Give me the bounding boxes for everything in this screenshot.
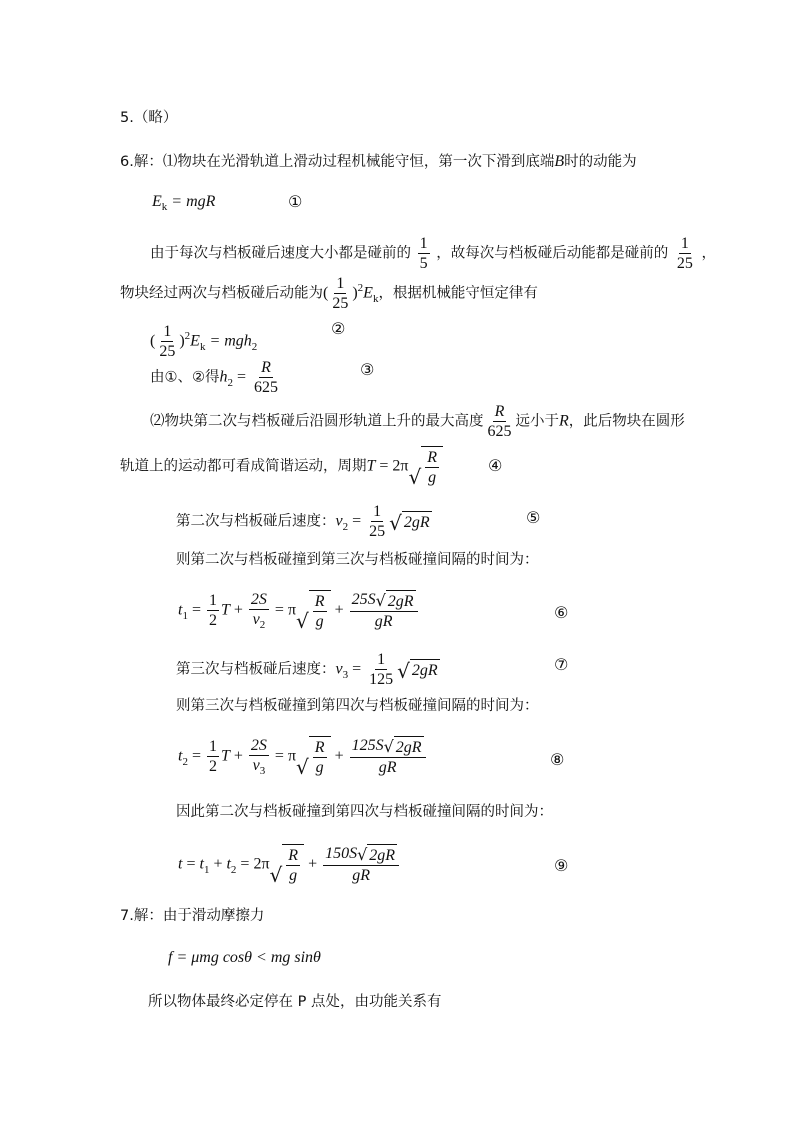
equation-marker-3: ③ [360, 360, 375, 379]
equation-marker-7: ⑦ [554, 655, 569, 674]
equation-energy-height: ( $\frac{1}{25}$ )$^2E_k = mgh_2$ [150, 323, 258, 360]
equation-height-result: 由①、②得$h_2$ = $\frac{R}{625}$ [150, 359, 279, 396]
equation-marker-5: ⑤ [526, 508, 541, 527]
equation-marker-4: ④ [488, 456, 503, 475]
equation-marker-8: ⑧ [550, 750, 565, 769]
equation-t1: $t_1$ = $\frac{1}{2}$ T + $\frac{2S}{v_2}$ = π √ $\frac{R}{g}$ + 25S √ 2gR gR [178, 590, 420, 631]
paragraph-period: 轨道上的运动都可看成简谐运动，周期T = 2π √ $\frac{R}{g}$ [120, 446, 443, 487]
problem-6-intro: 6.解：⑴物块在光滑轨道上滑动过程机械能守恒，第一次下滑到底端B时的动能为 [120, 153, 637, 170]
paragraph-speed-ratio: 由于每次与档板碰后速度大小都是碰前的 $\frac{1}{5}$ ，故每次与档板碰后动能都是碰前的 $\frac{1}{25}$ ， [150, 235, 716, 272]
paragraph-two-collisions: 物块经过两次与档板碰后动能为( $\frac{1}{25}$ )$^2E_k$，根据机械能守恒定律有 [120, 275, 538, 312]
text-interval-3-4: 则第三次与档板碰撞到第四次与档板碰撞间隔的时间为： [176, 698, 539, 714]
paragraph-conclusion: 所以物体最终必定停在 P 点处，由功能关系有 [148, 994, 442, 1010]
equation-v2: 第二次与档板碰后速度：$v_2$ = $\frac{1}{25}$ √ 2gR [176, 503, 430, 540]
equation-marker-1: ① [288, 192, 303, 211]
equation-t-total: $t = t_1 + t_2 = 2\pi$ √ $\frac{R}{g}$ + 150S √ 2gR gR [178, 844, 401, 885]
paragraph-part-2: ⑵物块第二次与档板碰后沿圆形轨道上升的最大高度 $\frac{R}{625}$ 远小于R，此后物块在圆形 [150, 403, 685, 440]
equation-marker-6: ⑥ [554, 603, 569, 622]
equation-kinetic-energy: $E_k$ = mgR [152, 193, 216, 213]
problem-5: 5.（略） [120, 110, 178, 126]
equation-v3: 第三次与档板碰后速度：$v_3$ = $\frac{1}{125}$ √ 2gR [176, 651, 438, 688]
equation-marker-2: ② [331, 319, 346, 338]
equation-friction: f = μmg cosθ < mg sinθ [168, 949, 321, 966]
text-interval-2-4: 因此第二次与档板碰撞到第四次与档板碰撞间隔的时间为： [176, 804, 553, 820]
equation-t2: $t_2$ = $\frac{1}{2}$ T + $\frac{2S}{v_3}$ = π √ $\frac{R}{g}$ + 125S √ 2gR gR [178, 736, 428, 777]
text-interval-2-3: 则第二次与档板碰撞到第三次与档板碰撞间隔的时间为： [176, 552, 539, 568]
problem-7: 7.解：由于滑动摩擦力 [120, 908, 265, 924]
equation-marker-9: ⑨ [554, 856, 569, 875]
